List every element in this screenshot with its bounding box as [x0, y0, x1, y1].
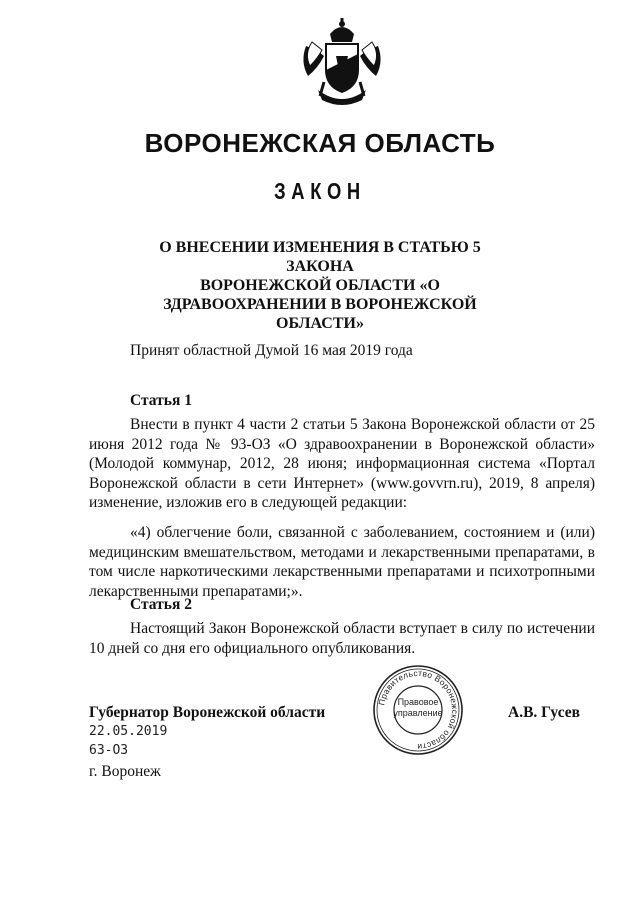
signing-city: г. Воронеж [89, 763, 161, 780]
document-type: ЗАКОН [274, 178, 366, 204]
region-title: ВОРОНЕЖСКАЯ ОБЛАСТЬ [144, 128, 496, 158]
article-1-heading: Статья 1 [130, 392, 192, 409]
signing-date: 22.05.2019 [89, 724, 168, 739]
signatory-position: Губернатор Воронежской области [89, 704, 326, 721]
stamp-ring-text: Правительство Воронежской области [376, 667, 461, 753]
law-number: 63-ОЗ [89, 743, 129, 758]
article-2-heading: Статья 2 [130, 596, 192, 613]
article-2-text: Настоящий Закон Воронежской области вступает в силу по истечении 10 дней со дня его официального опубликования. [89, 620, 595, 657]
article-1-text: Внести в пункт 4 части 2 статьи 5 Закона Воронежской области от 25 июня 2012 года № 93-ОЗ «О здравоохранении в Воронежской области» (Молодой коммунар, 2012, 28 июня; информационная система «Портал Воронежской области в сети Интернет» (www.govvrn.ru), 2019, 8 апреля) изменение, изложив его в следующей редакции: [89, 416, 595, 512]
coat-of-arms-icon [296, 16, 388, 108]
article-1-quote: «4) облегчение боли, связанной с заболеванием, состоянием и (или) медицинским вмешательством, методами и лекарственными препаратами, в том числе наркотическими лекарственными препаратами и психотропными лекарственными препаратами;». [89, 524, 595, 600]
stamp-center-text [385, 697, 451, 719]
stamp-center-line-2: управление [393, 708, 443, 718]
stamp-center-line-1: Правовое [397, 697, 439, 707]
signatory-name: А.В. Гусев [508, 704, 581, 721]
adoption-line: Принят областной Думой 16 мая 2019 года [130, 342, 413, 359]
law-title: О ВНЕСЕНИИ ИЗМЕНЕНИЯ В СТАТЬЮ 5 ЗАКОНА ВОРОНЕЖСКОЙ ОБЛАСТИ «О ЗДРАВООХРАНЕНИИ В ВОРОНЕЖСКОЙ ОБЛАСТИ» [159, 239, 481, 332]
